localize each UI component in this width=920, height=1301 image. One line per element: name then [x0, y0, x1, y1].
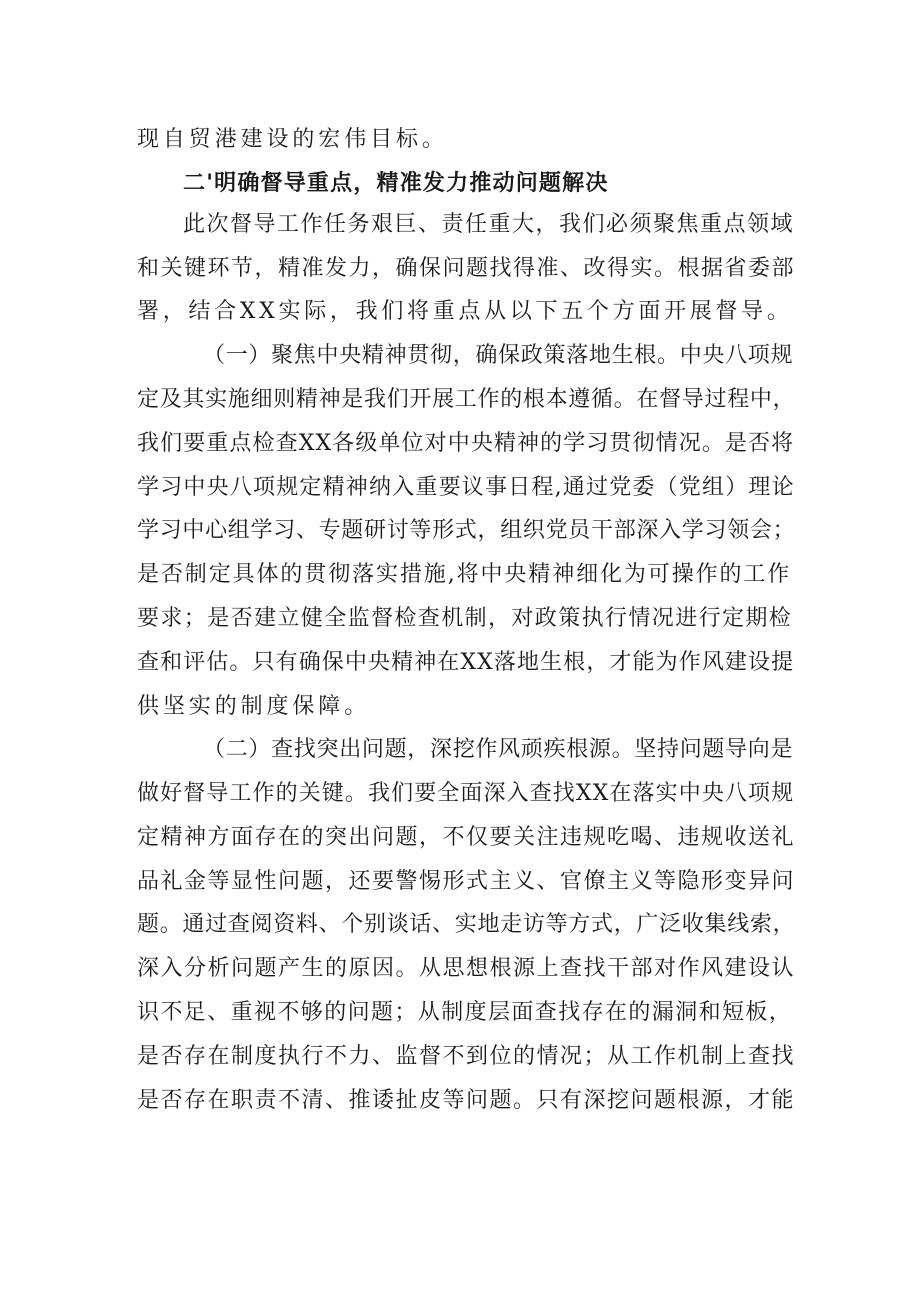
paragraph-line: 是否存在制度执行不力、监督不到位的情况；从工作机制上查找: [137, 1044, 796, 1069]
paragraph-line: 定精神方面存在的突出问题，不仅要关注违规吃喝、违规收送礼: [137, 825, 796, 850]
paragraph-line: 我们要重点检查XX各级单位对中央精神的学习贯彻情况。是否将: [137, 431, 795, 456]
paragraph-line: 题。通过查阅资料、个别谈话、实地走访等方式，广泛收集线索，: [137, 912, 796, 937]
paragraph-line: （一）聚焦中央精神贯彻，确保政策落地生根。中央八项规: [203, 343, 794, 368]
paragraph-line: 查和评估。只有确保中央精神在XX落地生根，才能为作风建设提: [137, 650, 795, 675]
paragraph-line: 此次督导工作任务艰巨、责任重大，我们必须聚焦重点领域: [183, 212, 795, 237]
paragraph-line: 深入分析问题产生的原因。从思想根源上查找干部对作风建设认: [137, 956, 796, 981]
paragraph-line: 做好督导工作的关键。我们要全面深入查找XX在落实中央八项规: [137, 781, 795, 806]
paragraph-line: 现自贸港建设的宏伟目标。: [137, 127, 448, 152]
paragraph-line: 是否制定具体的贯彻落实措施,将中央精神细化为可操作的工作: [137, 562, 792, 587]
paragraph-line: 是否存在职责不清、推诿扯皮等问题。只有深挖问题根源，才能: [137, 1088, 796, 1113]
paragraph-line: 供坚实的制度保障。: [137, 694, 371, 719]
paragraph-line: 学习中央八项规定精神纳入重要议事日程,通过党委（党组）理论: [137, 475, 795, 500]
paragraph-line: 品礼金等显性问题，还要警惕形式主义、官僚主义等隐形变异问: [137, 869, 796, 894]
paragraph-line: （二）查找突出问题，深挖作风顽疾根源。坚持问题导向是: [203, 737, 794, 762]
paragraph-line: 署，结合XX实际，我们将重点从以下五个方面开展督导。: [137, 299, 793, 324]
paragraph-line: 学习中心组学习、专题研讨等形式，组织党员干部深入学习领会；: [137, 518, 796, 543]
paragraph-line: 和关键环节，精准发力，确保问题找得准、改得实。根据省委部: [137, 256, 796, 281]
paragraph-line: 识不足、重视不够的问题；从制度层面查找存在的漏洞和短板，: [137, 1000, 793, 1025]
paragraph-line: 要求；是否建立健全监督检查机制，对政策执行情况进行定期检: [137, 606, 793, 631]
section-heading: 二'明确督导重点，精准发力推动问题解决: [183, 171, 609, 196]
paragraph-line: 定及其实施细则精神是我们开展工作的根本遵循。在督导过程中，: [137, 387, 796, 412]
